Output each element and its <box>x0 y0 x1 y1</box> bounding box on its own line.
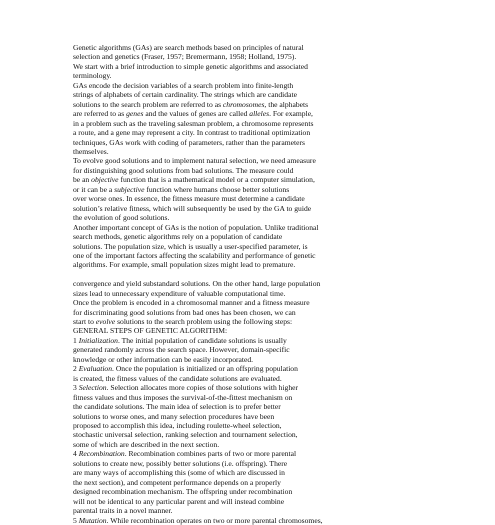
text-line: solutions to worse ones, and many selection procedures have been <box>73 411 275 421</box>
term-recombination: Recombination <box>78 449 125 459</box>
text-line: or it can be a subjective function where humans choose better solutions <box>73 184 290 194</box>
text-line: fitness values and thus imposes the survival-of-the-fittest mechanism on <box>73 392 293 402</box>
term-alleles: alleles <box>249 109 270 119</box>
text-line: will not be identical to any particular parent and will instead combine <box>73 496 285 506</box>
text-line: solutions. The population size, which is usually a user-specified parameter, is <box>73 241 308 251</box>
term-selection: Selection <box>78 383 107 393</box>
text-line: Another important concept of GAs is the notion of population. Unlike traditional <box>73 222 319 232</box>
text-line: GAs encode the decision variables of a search problem into finite-length <box>73 80 294 90</box>
text-line: algorithms. For example, small population sizes might lead to premature. <box>73 260 296 270</box>
text-line: selection and genetics (Fraser, 1957; Bremermann, 1958; Holland, 1975). <box>73 52 297 62</box>
text-line: are many ways of accomplishing this (some of which are discussed in <box>73 468 285 478</box>
term-genes: genes <box>126 109 144 119</box>
section-heading: GENERAL STEPS OF GENETIC ALGORITHM: <box>73 326 228 336</box>
text-line: techniques, GAs work with coding of parameters, rather than the parameters <box>73 137 305 147</box>
term-subjective: subjective <box>114 184 145 194</box>
document-page <box>73 43 443 525</box>
text-line: convergence and yield substandard solutions. On the other hand, large population <box>73 279 321 289</box>
term-objective: objective <box>91 175 119 185</box>
term-chromosomes: chromosomes <box>222 99 265 109</box>
text-line: designed recombination mechanism. The offspring under recombination <box>73 487 293 497</box>
term-evaluation: Evaluation <box>78 364 113 374</box>
text-line: is created, the fitness values of the candidate solutions are evaluated. <box>73 373 282 383</box>
text-line: Genetic algorithms (GAs) are search methods based on principles of natural <box>73 43 304 52</box>
text-line: some of which are described in the next section. <box>73 439 220 449</box>
text-line: strings of alphabets of certain cardinality. The strings which are candidate <box>73 90 297 100</box>
text-line: knowledge or other information can be easily incorporated. <box>73 354 254 364</box>
text-line: the candidate solutions. The main idea of selection is to prefer better <box>73 402 281 412</box>
text-line: solution’s relative fitness, which will subsequently be used by the GA to guide <box>73 203 312 213</box>
text-line: sizes lead to unnecessary expenditure of valuable computational time. <box>73 288 286 298</box>
term-mutation: Mutation <box>78 515 107 525</box>
text-line: We start with a brief introduction to simple genetic algorithms and associated <box>73 61 308 71</box>
text-line: stochastic universal selection, ranking selection and tournament selection, <box>73 430 298 440</box>
text-line: the evolution of good solutions. <box>73 213 170 223</box>
text-line: the next section), and competent performance depends on a properly <box>73 477 281 487</box>
text-line: for distinguishing good solutions from bad solutions. The measure could <box>73 165 294 175</box>
text-line: in a problem such as the traveling salesman problem, a chromosome represents <box>73 118 314 128</box>
text-line: one of the important factors affecting the scalability and performance of genetic <box>73 250 316 260</box>
text-line: proposed to accomplish this idea, including roulette-wheel selection, <box>73 420 282 430</box>
step-mutation: 5 Mutation. While recombination operates on two or more parental chromosomes, <box>73 515 323 525</box>
term-initialization: Initialization <box>78 335 118 345</box>
text-line: over worse ones. In essence, the fitness measure must determine a candidate <box>73 194 305 204</box>
text-line: search methods, genetic algorithms rely on a population of candidate <box>73 232 283 242</box>
step-recombination: 4 Recombination. Recombination combines parts of two or more parental <box>73 449 297 459</box>
text-line: Once the problem is encoded in a chromosomal manner and a fitness measure <box>73 298 310 308</box>
text-line: generated randomly across the search space. However, domain-specific <box>73 345 290 355</box>
step-initialization: 1 Initialization. The initial population of candidate solutions is usually <box>73 335 287 345</box>
text-line: terminology. <box>73 71 112 81</box>
text-line: are referred to as genes and the values of genes are called alleles. For example, <box>73 109 313 119</box>
text-line: themselves. <box>73 146 109 156</box>
term-evolve: evolve <box>95 316 116 326</box>
text-line: To evolve good solutions and to implement natural selection, we need ameasure <box>73 156 316 166</box>
text-line: solutions to create new, possibly better solutions (i.e. offspring). There <box>73 458 288 468</box>
step-selection: 3 Selection. Selection allocates more copies of those solutions with higher <box>73 383 299 393</box>
text-line: parental traits in a novel manner. <box>73 506 173 516</box>
text-line: for discriminating good solutions from bad ones has been chosen, we can <box>73 307 296 317</box>
text-line: start to evolve solutions to the search problem using the following steps: <box>73 316 293 326</box>
step-evaluation: 2 Evaluation. Once the population is initialized or an offspring population <box>73 364 298 374</box>
text-line: solutions to the search problem are referred to as chromosomes, the alphabets <box>73 99 309 109</box>
paragraph-gap <box>73 270 443 279</box>
text-line: be an objective function that is a mathematical model or a computer simulation, <box>73 175 315 185</box>
text-line: a route, and a gene may represent a city. In contrast to traditional optimization <box>73 128 311 138</box>
